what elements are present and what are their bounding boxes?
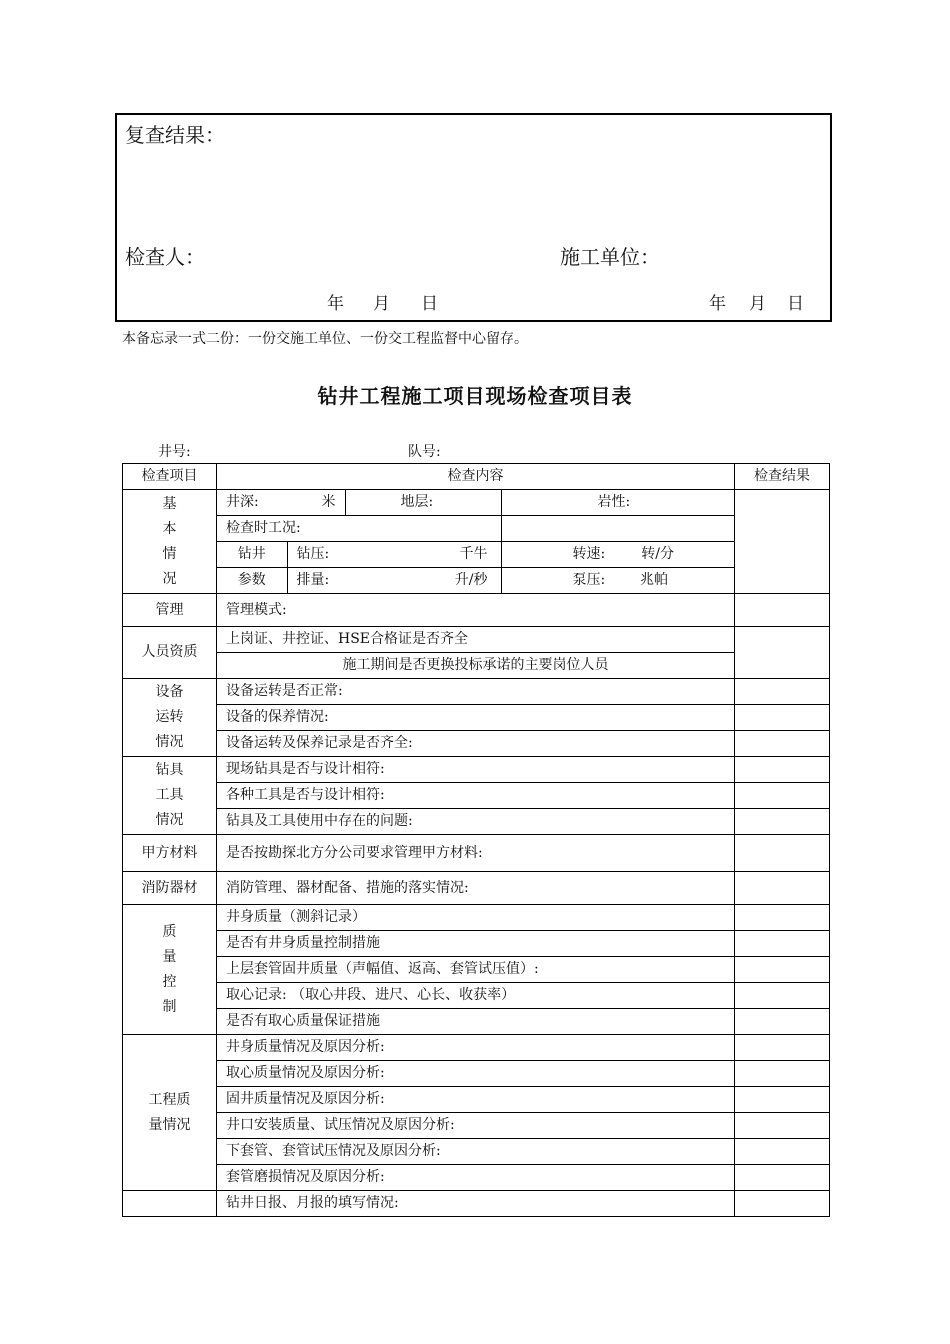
lithology-cell: 岩性: <box>501 490 735 516</box>
stratum-cell: 地层: <box>345 490 501 516</box>
quality-row-2: 是否有井身质量控制措施 <box>217 931 735 957</box>
quality-row-4: 取心记录: （取心井段、进尺、心长、收获率） <box>217 983 735 1009</box>
header-result: 检查结果 <box>735 464 830 490</box>
personnel-category: 人员资质 <box>123 627 217 679</box>
tools-result-1 <box>735 757 830 783</box>
equipment-row-2: 设备的保养情况: <box>217 705 735 731</box>
tools-row-1: 现场钻具是否与设计相符: <box>217 757 735 783</box>
management-category: 管理 <box>123 594 217 627</box>
engineering-row-3: 固井质量情况及原因分析: <box>217 1087 735 1113</box>
quality-result-4 <box>735 983 830 1009</box>
engineering-result-3 <box>735 1087 830 1113</box>
last-category <box>123 1191 217 1217</box>
equipment-category: 设备 运转 情况 <box>123 679 217 757</box>
params-label-1: 钻井 <box>217 542 287 568</box>
tools-result-2 <box>735 783 830 809</box>
date-day: 日 <box>787 294 804 314</box>
tools-category: 钻具 工具 情况 <box>123 757 217 835</box>
tools-row-2: 各种工具是否与设计相符: <box>217 783 735 809</box>
equipment-row-3: 设备运转及保养记录是否齐全: <box>217 731 735 757</box>
management-row: 管理模式: <box>217 594 735 627</box>
condition-cell: 检查时工况: <box>217 516 501 542</box>
engineering-row-1: 井身质量情况及原因分析: <box>217 1035 735 1061</box>
contractor-date <box>709 289 804 314</box>
contractor-label: 施工单位： <box>560 245 660 269</box>
equipment-result-2 <box>735 705 830 731</box>
quality-result-5 <box>735 1009 830 1035</box>
basic-result <box>735 490 830 594</box>
flow-cell: 排量: 升/秒 <box>287 568 501 594</box>
report-result <box>735 1191 830 1217</box>
quality-row-3: 上层套管固井质量（声幅值、返高、套管试压值）: <box>217 957 735 983</box>
pump-cell: 泵压: 兆帕 <box>501 568 735 594</box>
fire-row: 消防管理、器材配备、措施的落实情况: <box>217 872 735 905</box>
team-number-label: 队号: <box>408 444 441 460</box>
header-content: 检查内容 <box>217 464 735 490</box>
quality-category: 质 量 控 制 <box>123 905 217 1035</box>
engineering-row-4: 井口安装质量、试压情况及原因分析: <box>217 1113 735 1139</box>
tools-row-3: 钻具及工具使用中存在的问题: <box>217 809 735 835</box>
depth-cell: 井深: 米 <box>217 490 345 516</box>
memo-note: 本备忘录一式二份：一份交施工单位、一份交工程监督中心留存。 <box>122 331 528 347</box>
wob-cell: 钻压: 千牛 <box>287 542 501 568</box>
equipment-result-3 <box>735 731 830 757</box>
table-header-row <box>123 464 830 490</box>
inspector-label: 检查人： <box>125 245 205 269</box>
review-result-label: 复查结果： <box>125 123 225 147</box>
engineering-result-1 <box>735 1035 830 1061</box>
date-month: 月 <box>373 294 390 314</box>
personnel-result <box>735 627 830 679</box>
inspection-table <box>122 463 830 1217</box>
page-title: 钻井工程施工项目现场检查项目表 <box>317 384 633 408</box>
management-result <box>735 594 830 627</box>
basic-content <box>217 490 735 594</box>
engineering-result-5 <box>735 1139 830 1165</box>
rpm-cell: 转速: 转/分 <box>501 542 735 568</box>
personnel-row-1: 上岗证、井控证、HSE合格证是否齐全 <box>217 627 735 653</box>
date-year: 年 <box>709 294 726 314</box>
basic-category: 基 本 情 况 <box>123 490 217 594</box>
report-row: 钻井日报、月报的填写情况: <box>217 1191 735 1217</box>
review-box <box>115 113 832 322</box>
materials-row: 是否按勘探北方分公司要求管理甲方材料: <box>217 835 735 872</box>
inspector-date <box>327 289 438 314</box>
tools-result-3 <box>735 809 830 835</box>
equipment-result-1 <box>735 679 830 705</box>
engineering-result-2 <box>735 1061 830 1087</box>
basic-section <box>123 490 830 594</box>
engineering-row-2: 取心质量情况及原因分析: <box>217 1061 735 1087</box>
equipment-row-1: 设备运转是否正常: <box>217 679 735 705</box>
date-day: 日 <box>421 294 438 314</box>
quality-result-1 <box>735 905 830 931</box>
fire-category: 消防器材 <box>123 872 217 905</box>
date-month: 月 <box>749 294 766 314</box>
engineering-result-6 <box>735 1165 830 1191</box>
personnel-row-2: 施工期间是否更换投标承诺的主要岗位人员 <box>217 653 735 679</box>
engineering-row-5: 下套管、套管试压情况及原因分析: <box>217 1139 735 1165</box>
fire-result <box>735 872 830 905</box>
quality-row-5: 是否有取心质量保证措施 <box>217 1009 735 1035</box>
materials-result <box>735 835 830 872</box>
engineering-row-6: 套管磨损情况及原因分析: <box>217 1165 735 1191</box>
date-year: 年 <box>327 294 344 314</box>
well-number-label: 井号: <box>158 444 191 460</box>
materials-category: 甲方材料 <box>123 835 217 872</box>
params-label-2: 参数 <box>217 568 287 594</box>
engineering-result-4 <box>735 1113 830 1139</box>
quality-row-1: 井身质量（测斜记录） <box>217 905 735 931</box>
engineering-category: 工程质 量情况 <box>123 1035 217 1191</box>
quality-result-2 <box>735 931 830 957</box>
header-item: 检查项目 <box>123 464 217 490</box>
quality-result-3 <box>735 957 830 983</box>
